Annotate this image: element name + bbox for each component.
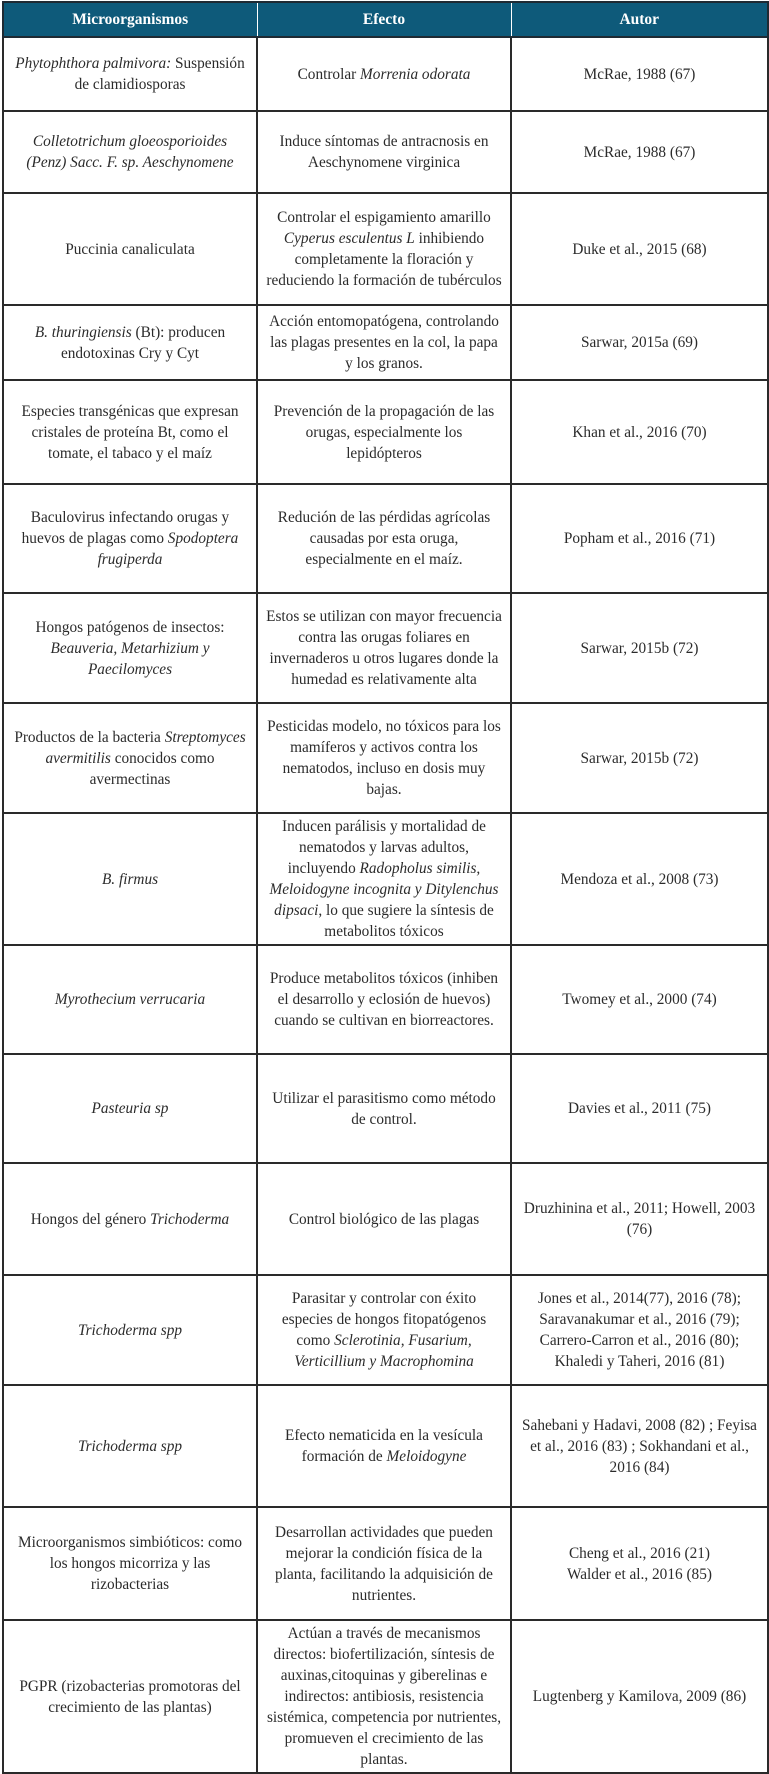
- text: Hongos del género: [30, 1210, 151, 1228]
- text: Davies et al., 2011 (75): [567, 1100, 711, 1117]
- italic-text: Cyperus esculentus L: [283, 230, 415, 247]
- italic-text: B. firmus: [101, 870, 159, 888]
- italic-text: Spodoptera frugiperda: [97, 530, 239, 568]
- text: Sarwar, 2015b (72): [580, 749, 699, 767]
- cell-micro: [3, 593, 257, 703]
- cell-micro: [3, 813, 257, 945]
- text: Duke et al., 2015 (68): [572, 240, 707, 258]
- table-row: [3, 193, 768, 305]
- text: Sahebani y Hadavi, 2008 (82) ; Feyisa et al., 2016 (83) ; Sokhandani et al., 2016 (84): [522, 1416, 757, 1476]
- cell-autor: [511, 593, 768, 703]
- cell-autor: [511, 484, 768, 593]
- cell-micro: [3, 703, 257, 813]
- cell-micro: [3, 193, 257, 305]
- cell-micro: [3, 111, 257, 193]
- cell-autor: [511, 945, 768, 1054]
- text: Productos de la bacteria: [14, 728, 165, 746]
- cell-autor: [511, 1385, 768, 1507]
- italic-text: Morrenia odorata: [360, 65, 471, 83]
- italic-text: Radopholus similis, Meloidogyne incognita y Ditylenchus dipsaci: [269, 860, 499, 919]
- cell-efecto: [257, 1507, 511, 1620]
- cell-micro: [3, 1385, 257, 1507]
- text: , lo que sugiere la síntesis de metabolitos tóxicos: [318, 902, 494, 940]
- table-row: [3, 1507, 768, 1620]
- cell-efecto: [257, 1275, 511, 1385]
- cell-efecto: [257, 111, 511, 193]
- cell-micro: [3, 1620, 257, 1773]
- text: Controlar: [297, 65, 361, 83]
- cell-micro: [3, 945, 257, 1054]
- cell-efecto: [257, 37, 511, 111]
- text: (Bt): producen endotoxinas Cry y Cyt: [60, 323, 226, 362]
- cell-micro: [3, 37, 257, 111]
- italic-text: Meloidogyne: [386, 1448, 467, 1465]
- text: Inducen parálisis y mortalidad de nematodos y larvas adultos, incluyendo: [282, 818, 486, 877]
- cell-autor: [511, 1163, 768, 1275]
- cell-autor: [511, 37, 768, 111]
- cell-autor: [511, 111, 768, 193]
- table-row: [3, 945, 768, 1054]
- text: Suspensión de clamidiosporas: [74, 55, 245, 93]
- text: Cheng et al., 2016 (21): [568, 1544, 711, 1562]
- text: conocidos como avermectinas: [89, 749, 215, 788]
- cell-efecto: [257, 593, 511, 703]
- cell-autor: [511, 1275, 768, 1385]
- cell-efecto: [257, 193, 511, 305]
- italic-text: Beauveria, Metarhizium y Paecilomyces: [50, 639, 210, 678]
- text: Prevención de la propagación de las orugas, especialmente los lepidópteros: [273, 402, 495, 462]
- cell-micro: [3, 380, 257, 484]
- cell-efecto: [257, 380, 511, 484]
- cell-micro: [3, 1507, 257, 1620]
- italic-text: Streptomyces avermitilis: [45, 728, 246, 767]
- text: Mendoza et al., 2008 (73): [560, 870, 719, 888]
- text: Control biológico de las plagas: [288, 1210, 480, 1228]
- text: Redución de las pérdidas agrícolas causadas por esta oruga, especialmente en el maíz.: [277, 509, 491, 568]
- italic-text: Trichoderma spp: [77, 1437, 183, 1455]
- cell-autor: [511, 1507, 768, 1620]
- table-row: [3, 1385, 768, 1507]
- table-body: [3, 37, 768, 1773]
- cell-autor: [511, 305, 768, 380]
- text: Desarrollan actividades que pueden mejorar la condición física de la planta, facilitando la adquisición de nutrientes.: [275, 1523, 493, 1604]
- text: Puccinia canaliculata: [65, 240, 195, 258]
- text: Induce síntomas de antracnosis en Aeschynomene virginica: [279, 133, 489, 171]
- text: Utilizar el parasitismo como método de control.: [272, 1089, 496, 1128]
- cell-efecto: [257, 703, 511, 813]
- italic-text: Phytophthora palmivora:: [15, 55, 172, 72]
- table-row: [3, 1275, 768, 1385]
- text: inhibiendo completamente la floración y reduciendo la formación de tubérculos: [266, 230, 502, 289]
- text: McRae, 1988 (67): [583, 143, 696, 161]
- text: Parasitar y controlar con éxito especies de hongos fitopatógenos como: [281, 1290, 487, 1349]
- cell-autor: [511, 1620, 768, 1773]
- italic-text: Sclerotinia, Fusarium, Verticillium y Macrophomina: [294, 1332, 474, 1370]
- cell-efecto: [257, 945, 511, 1054]
- table-row: [3, 37, 768, 111]
- cell-efecto: [257, 1620, 511, 1773]
- text: McRae, 1988 (67): [583, 65, 696, 83]
- text: Actúan a través de mecanismos directos: biofertilización, síntesis de auxinas,citoquinas y giberelinas e indirectos: antibiosis, resistencia sistémica, competencia por nutrientes, promueven el crecimiento de las plantas.: [266, 1625, 502, 1768]
- text: Khan et al., 2016 (70): [572, 423, 707, 441]
- italic-text: Trichoderma: [150, 1210, 230, 1228]
- text: Especies transgénicas que expresan cristales de proteína Bt, como el tomate, el tabaco y el maíz: [21, 402, 239, 462]
- cell-autor: [511, 193, 768, 305]
- cell-micro: [3, 1163, 257, 1275]
- table-row: [3, 703, 768, 813]
- italic-text: Pasteuria sp: [91, 1100, 169, 1117]
- table-row: [3, 593, 768, 703]
- header-efecto: Efecto: [257, 2, 511, 37]
- cell-autor: [511, 703, 768, 813]
- text: Sarwar, 2015a (69): [580, 334, 699, 351]
- cell-autor: [511, 1054, 768, 1163]
- table-row: [3, 1163, 768, 1275]
- text: Sarwar, 2015b (72): [580, 639, 699, 657]
- table-row: [3, 305, 768, 380]
- header-row: [3, 2, 768, 37]
- cell-autor: [511, 380, 768, 484]
- cell-efecto: [257, 1163, 511, 1275]
- text: Pesticidas modelo, no tóxicos para los mamíferos y activos contra los nematodos, incluso en dosis muy bajas.: [267, 718, 501, 798]
- table-row: [3, 1620, 768, 1773]
- text: Estos se utilizan con mayor frecuencia contra las orugas foliares en invernaderos u otros lugares donde la humedad es relativamente alta: [266, 608, 502, 688]
- cell-efecto: [257, 305, 511, 380]
- table-row: [3, 380, 768, 484]
- italic-text: Myrothecium verrucaria: [54, 991, 206, 1008]
- header-microorganismos: Microorganismos: [3, 2, 257, 37]
- italic-text: Trichoderma spp: [77, 1321, 183, 1339]
- table-row: [3, 111, 768, 193]
- italic-text: B. thuringiensis: [34, 323, 132, 341]
- text: Jones et al., 2014(77), 2016 (78); Saravanakumar et al., 2016 (79); Carrero-Carron et al., 2016 (80); Khaledi y Taheri, 2016 (81): [537, 1290, 742, 1370]
- microorganisms-table: [2, 1, 769, 1774]
- table-row: [3, 484, 768, 593]
- cell-micro: [3, 305, 257, 380]
- cell-efecto: [257, 1054, 511, 1163]
- text: Popham et al., 2016 (71): [563, 530, 716, 547]
- text: PGPR (rizobacterias promotoras del crecimiento de las plantas): [19, 1677, 241, 1716]
- italic-text: Colletotrichum gloeosporioides (Penz) Sacc. F. sp. Aeschynomene: [26, 133, 234, 171]
- table-row: [3, 1054, 768, 1163]
- table-row: [3, 813, 768, 945]
- text: Produce metabolitos tóxicos (inhiben el desarrollo y eclosión de huevos) cuando se cultivan en biorreactores.: [269, 970, 499, 1029]
- text: Efecto nematicida en la vesícula formación de: [285, 1427, 483, 1465]
- text: Hongos patógenos de insectos:: [35, 618, 225, 636]
- cell-efecto: [257, 813, 511, 945]
- cell-efecto: [257, 484, 511, 593]
- text: Controlar el espigamiento amarillo: [277, 209, 491, 226]
- text: Twomey et al., 2000 (74): [562, 991, 717, 1008]
- text: Baculovirus infectando orugas y huevos de plagas como: [21, 509, 230, 547]
- cell-micro: [3, 484, 257, 593]
- text: Lugtenberg y Kamilova, 2009 (86): [532, 1688, 747, 1705]
- cell-micro: [3, 1054, 257, 1163]
- cell-autor: [511, 813, 768, 945]
- header-autor: Autor: [511, 2, 768, 37]
- cell-micro: [3, 1275, 257, 1385]
- text: Walder et al., 2016 (85): [567, 1565, 712, 1583]
- cell-efecto: [257, 1385, 511, 1507]
- text: Acción entomopatógena, controlando las plagas presentes en la col, la papa y los granos.: [269, 313, 499, 372]
- text: Microorganismos simbióticos: como los hongos micorriza y las rizobacterias: [17, 1534, 243, 1593]
- text: Druzhinina et al., 2011; Howell, 2003 (76): [523, 1200, 756, 1238]
